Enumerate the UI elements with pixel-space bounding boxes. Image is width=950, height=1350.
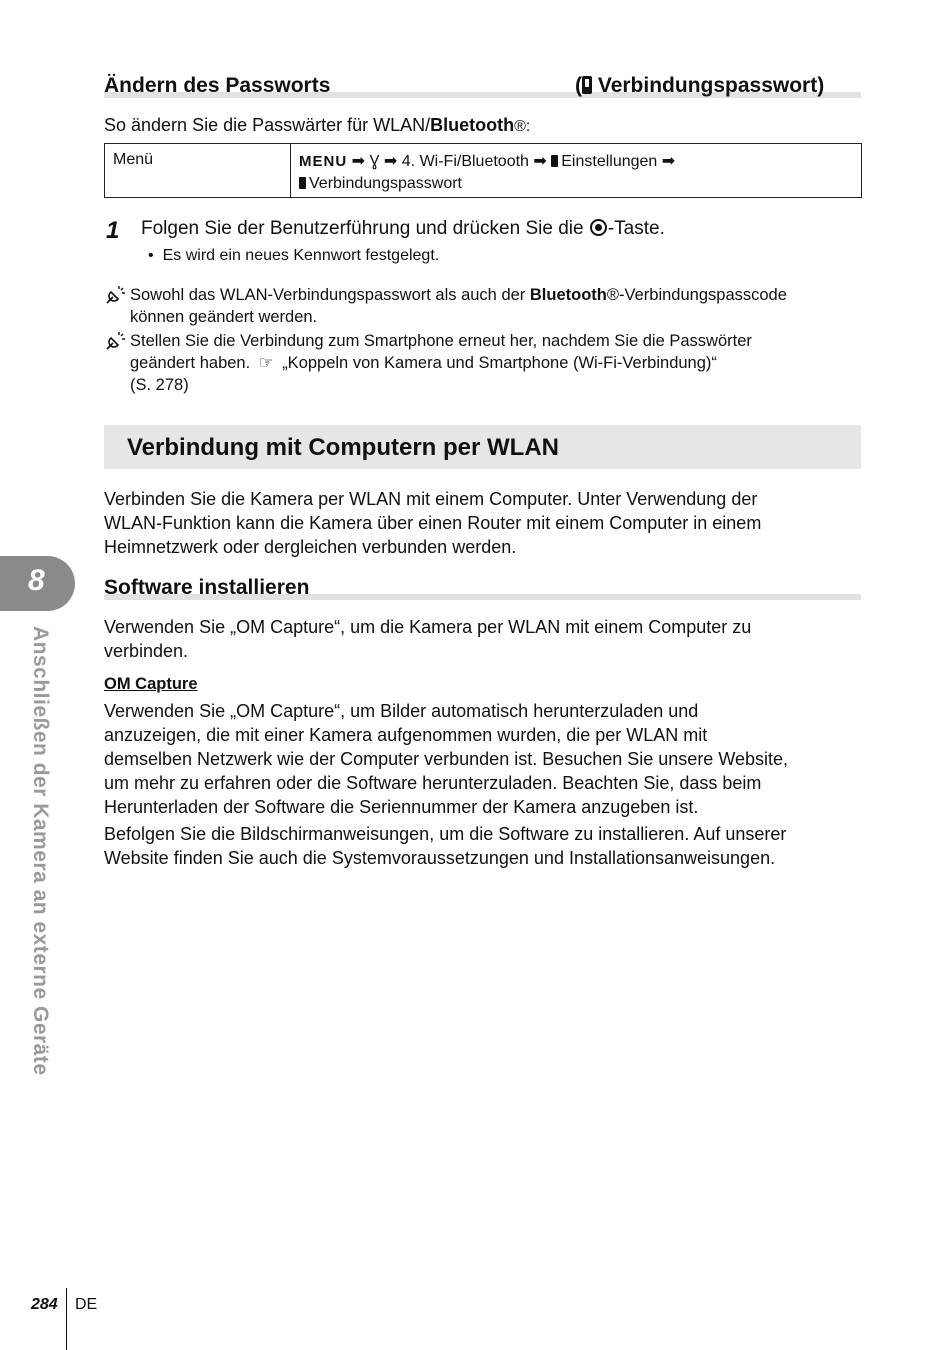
chapter-number: 8 [28, 564, 45, 597]
smartphone-icon [551, 155, 558, 167]
menu-label: Menü [105, 144, 291, 197]
page-number: 284 [31, 1296, 58, 1313]
language-code: DE [75, 1296, 98, 1313]
section-title: Ändern des Passworts [104, 74, 331, 97]
om-capture-heading: OM Capture [104, 675, 198, 693]
install-instructions-paragraph: Befolgen Sie die Bildschirmanweisungen, um die Software zu installieren. Auf unserer Website finden Sie auch die Systemvoraussetzungen und Installationsanweisungen. [104, 824, 787, 868]
section-title-right: ( Verbindungspasswort) [575, 74, 825, 97]
note-bluetooth-passcode: Sowohl das WLAN-Verbindungspasswort als auch der Bluetooth®-Verbindungspasscode können geändert werden. [130, 286, 787, 326]
chapter-tab [0, 556, 75, 611]
menu-item-verbindungspasswort: Verbindungspasswort [309, 175, 462, 192]
menu-item-einstellungen: Einstellungen [561, 153, 658, 170]
menu-key-icon: MENU [299, 153, 348, 170]
menu-path [299, 151, 854, 195]
section-banner [104, 425, 861, 469]
wlan-intro-paragraph: Verbinden Sie die Kamera per WLAN mit einem Computer. Unter Verwendung der WLAN-Funktion kann die Kamera über einen Router mit einem Computer in einem Heimnetzwerk oder dergleichen verbunden werden. [104, 489, 762, 557]
reference-icon: ☞ [258, 354, 274, 372]
page-reference: (S. 278) [130, 376, 189, 394]
reference-link: „Koppeln von Kamera und Smartphone (Wi-Fi-Verbindung)“ [282, 354, 717, 372]
smartphone-icon [299, 177, 306, 189]
arrow-icon: ➡ [533, 153, 547, 170]
intro-text: So ändern Sie die Passwärter für WLAN/Bluetooth®: [104, 115, 531, 135]
arrow-icon: ➡ [383, 153, 398, 170]
step-text: Folgen Sie der Benutzerführung und drücken Sie die -Taste. [141, 218, 665, 239]
banner-title: Verbindung mit Computern per WLAN [127, 434, 559, 461]
arrow-icon: ➡ [351, 153, 366, 170]
wrench-icon: Ɣ [369, 153, 380, 170]
menu-item-wifi-bluetooth: 4. Wi-Fi/Bluetooth [401, 153, 529, 170]
software-title: Software installieren [104, 576, 310, 599]
chapter-label: Anschließen der Kamera an externe Geräte [29, 626, 52, 1076]
footer-divider [66, 1288, 67, 1350]
step-bullet: • Es wird ein neues Kennwort festgelegt. [148, 247, 440, 264]
tip-icon [104, 284, 126, 306]
smartphone-icon [582, 76, 592, 94]
menu-path-table [104, 143, 862, 198]
note-reconnect: Stellen Sie die Verbindung zum Smartphone erneut her, nachdem Sie die Passwörter geändert haben. ☞ „Koppeln von Kamera und Smartphone (Wi-Fi-Verbindung)“ (S. 278) [130, 332, 752, 394]
ok-button-icon [590, 219, 607, 236]
om-capture-paragraph: Verwenden Sie „OM Capture“, um Bilder automatisch herunterzuladen und anzuzeigen, die mit einer Kamera aufgenommen wurden, die per WLAN mit demselben Netzwerk wie der Computer verbunden ist. Besuchen Sie unsere Website, um mehr zu erfahren oder die Software herunterzuladen. Beachten Sie, dass beim Herunterladen der Software die Seriennummer der Kamera anzugeben ist. [104, 701, 789, 817]
arrow-icon: ➡ [661, 153, 676, 170]
step-number: 1 [106, 217, 120, 244]
software-intro-paragraph: Verwenden Sie „OM Capture“, um die Kamera per WLAN mit einem Computer zu verbinden. [104, 617, 752, 661]
tip-icon [104, 330, 126, 352]
